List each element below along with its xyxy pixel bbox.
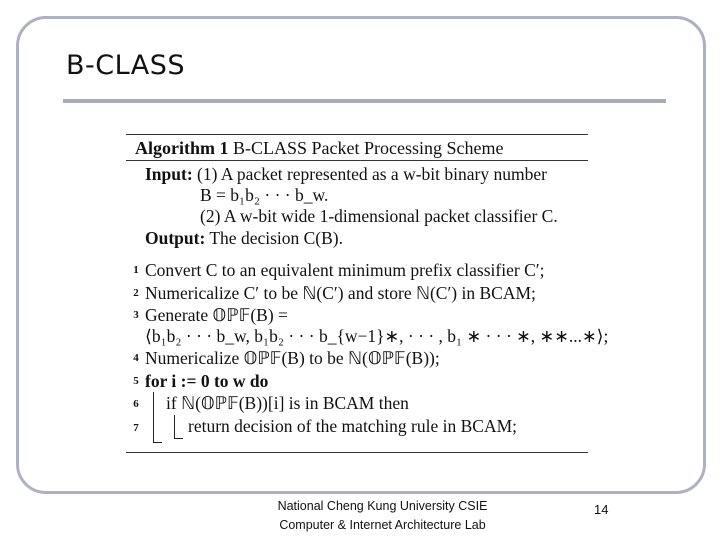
line-number: 2	[133, 287, 139, 299]
output-text: The decision C(B).	[209, 228, 344, 248]
line-number: 1	[133, 264, 139, 276]
algorithm-step: return decision of the matching rule in BCAM;	[188, 416, 518, 436]
for-scope-bar	[153, 392, 154, 442]
algorithm-label: Algorithm 1	[135, 138, 229, 158]
line-number: 5	[133, 375, 139, 387]
algorithm-step: Numericalize 𝕆ℙ𝔽(B) to be ℕ(𝕆ℙ𝔽(B));	[145, 348, 440, 368]
slide-title: B-CLASS	[66, 50, 186, 81]
line-number: 7	[133, 422, 139, 434]
page-number: 14	[594, 502, 609, 517]
algorithm-box	[126, 134, 609, 454]
algorithm-step: for i := 0 to w do	[145, 371, 269, 391]
output-line	[145, 228, 343, 248]
footer-affiliation	[255, 497, 510, 535]
footer-line-2: Computer & Internet Architecture Lab	[279, 518, 486, 532]
footer-line-1: National Cheng Kung University CSIE	[277, 499, 488, 513]
line-number: 4	[133, 352, 139, 364]
input-line-2: (2) A w-bit wide 1-dimensional packet classifier C.	[200, 206, 558, 226]
algorithm-step: Convert C to an equivalent minimum prefix classifier C′;	[145, 260, 545, 280]
if-scope-end	[174, 438, 183, 439]
line-number: 3	[133, 309, 139, 321]
algorithm-name: B-CLASS Packet Processing Scheme	[233, 138, 504, 158]
input-line-1	[145, 164, 547, 184]
algorithm-step: if ℕ(𝕆ℙ𝔽(B))[i] is in BCAM then	[166, 393, 409, 413]
line-number: 6	[133, 398, 139, 410]
title-underline	[63, 99, 666, 103]
algorithm-top-rule	[126, 134, 588, 135]
algorithm-bottom-rule	[126, 452, 588, 453]
input-line-1b: B = b₁b₂ · · · b_w.	[200, 185, 329, 205]
algorithm-step: Numericalize C′ to be ℕ(C′) and store ℕ(C′) in BCAM;	[145, 283, 536, 303]
algorithm-step-continuation: ⟨b₁b₂ · · · b_w, b₁b₂ · · · b_{w−1}∗, · · · , b₁ ∗ · · · ∗, ∗∗...∗⟩;	[145, 326, 609, 346]
algorithm-title	[135, 138, 503, 159]
output-keyword: Output:	[145, 228, 206, 248]
input-item-1: (1) A packet represented as a w-bit binary number	[197, 164, 547, 184]
algorithm-header-rule	[126, 160, 588, 161]
if-scope-bar	[174, 415, 175, 438]
algorithm-step: Generate 𝕆ℙ𝔽(B) =	[145, 305, 288, 325]
for-scope-end	[153, 442, 162, 443]
input-keyword: Input:	[145, 164, 193, 184]
